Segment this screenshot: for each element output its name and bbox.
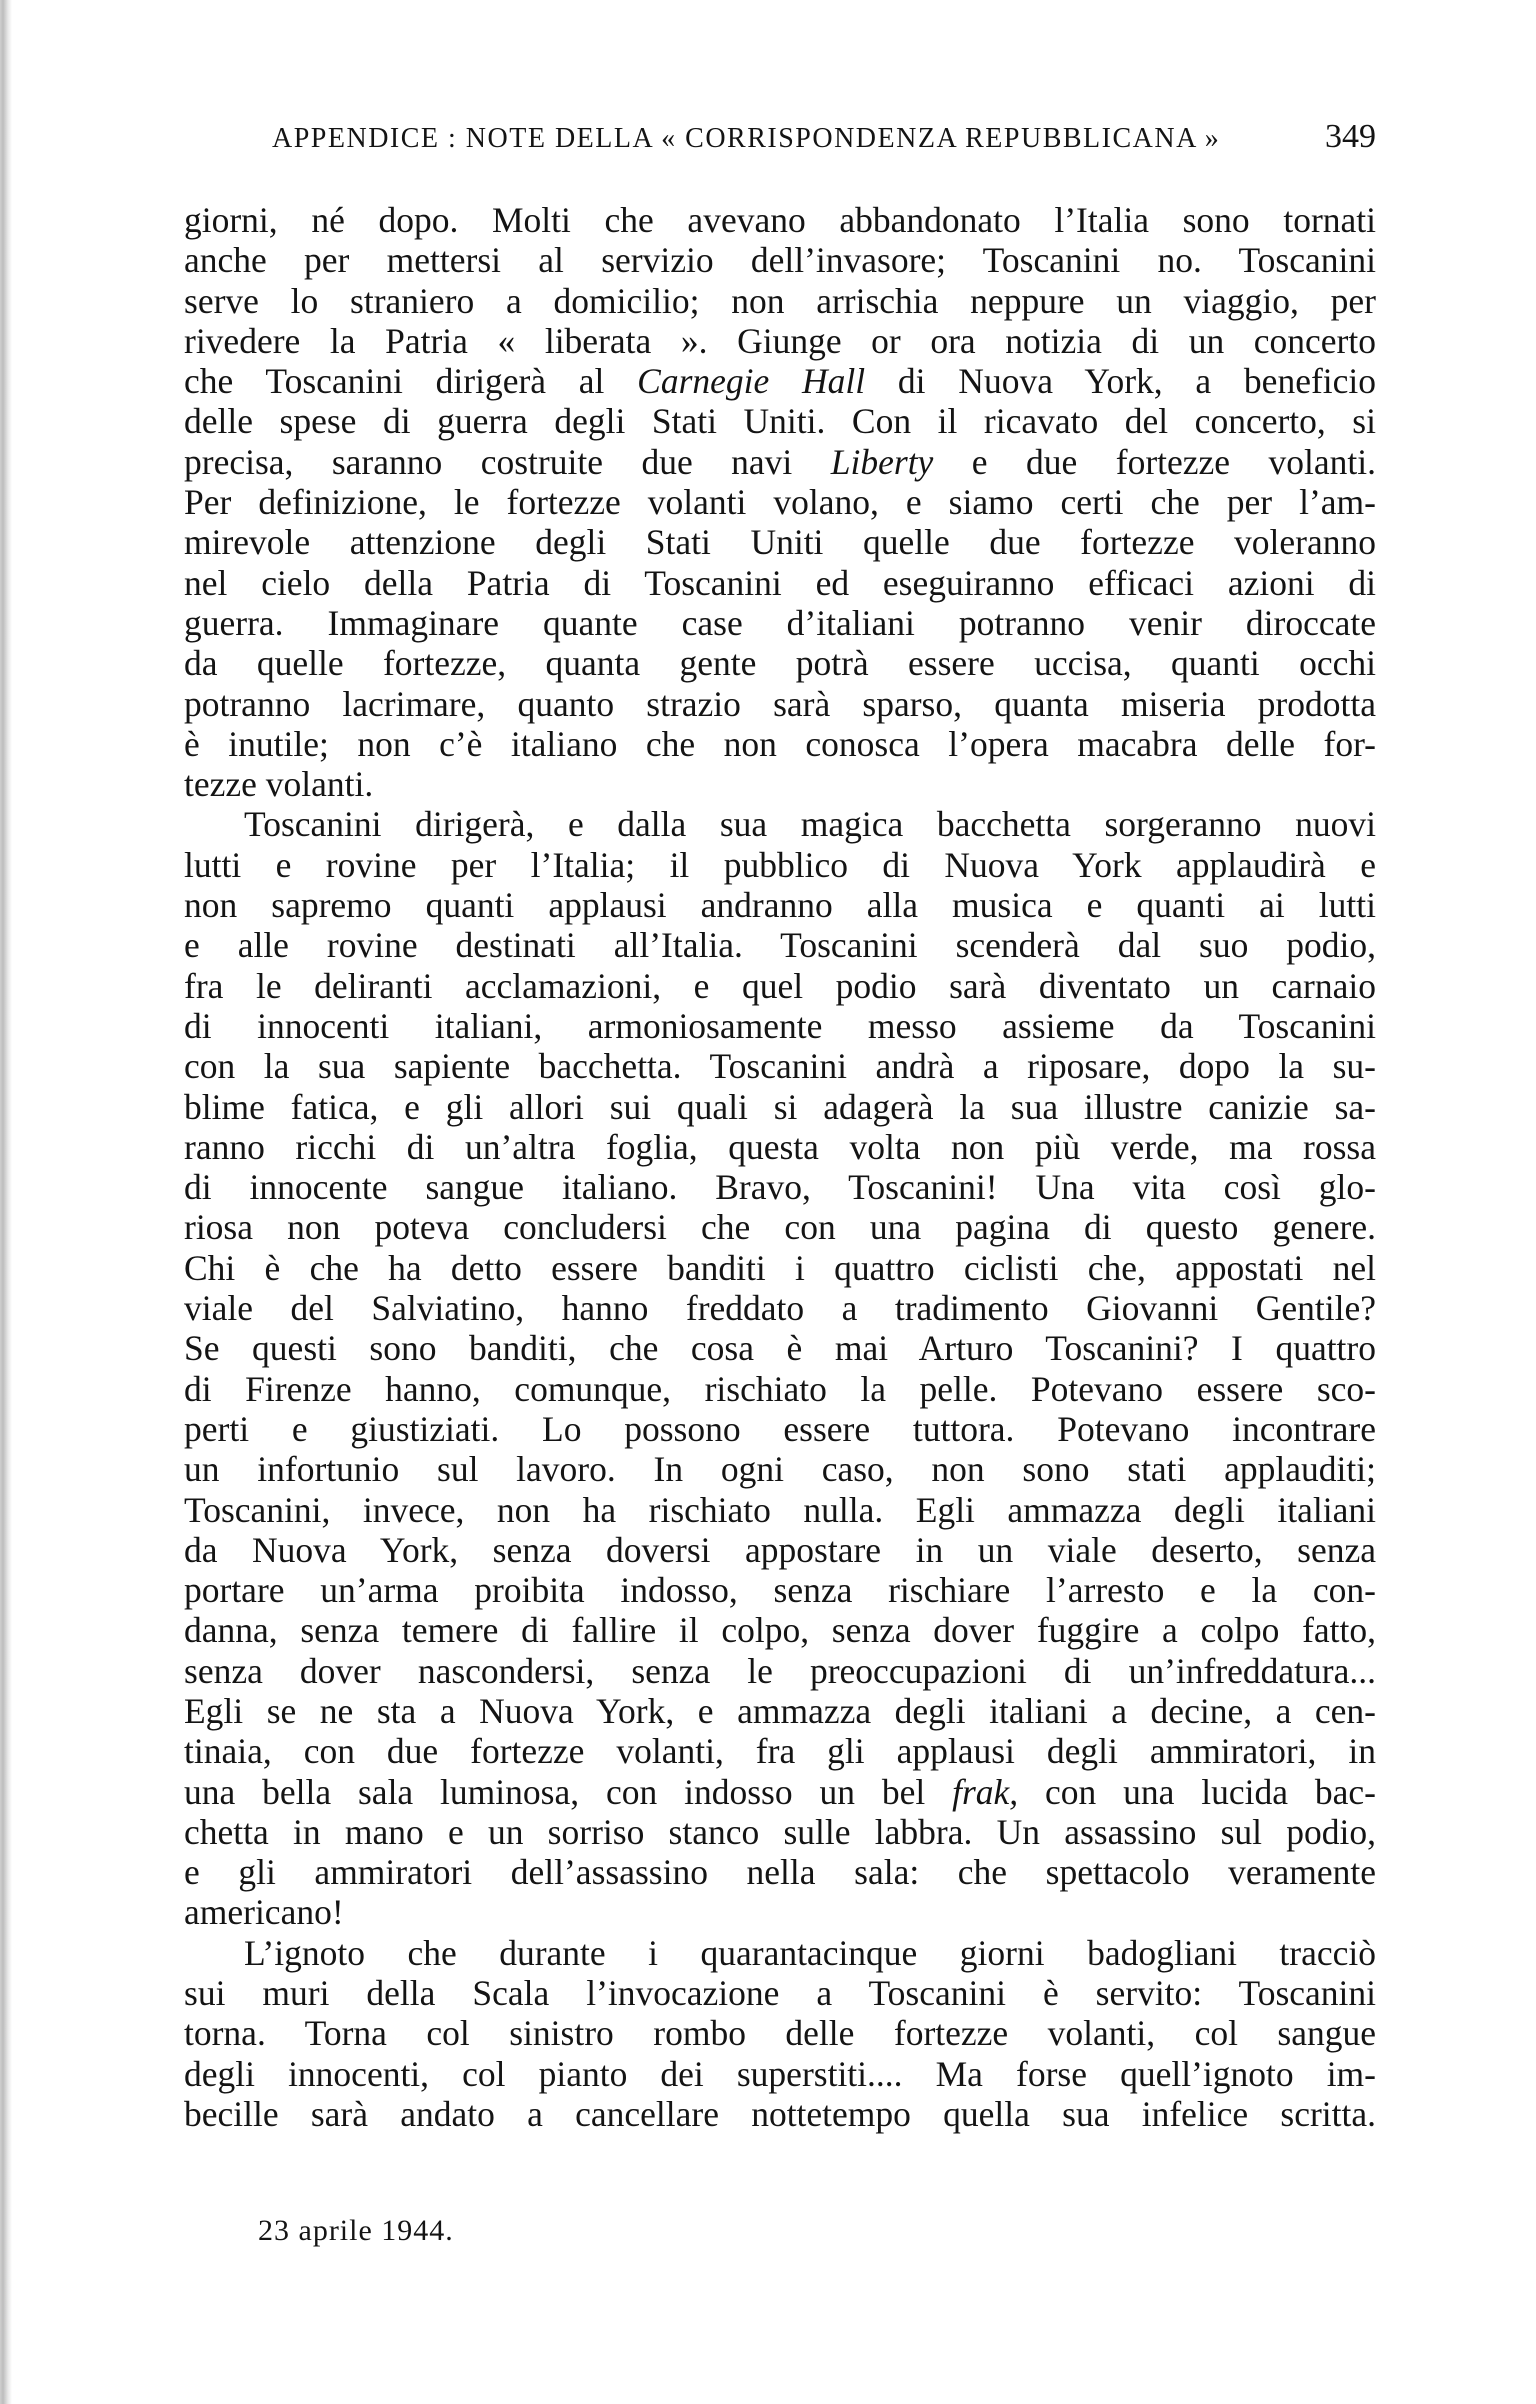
text-line: Egli se ne sta a Nuova York, e ammazza degli italiani a decine, a cen- — [184, 1690, 1376, 1731]
paragraph-3 — [184, 1933, 1376, 2134]
text-line: nel cielo della Patria di Toscanini ed eseguiranno efficaci azioni di — [184, 562, 1376, 603]
page-binding-edge — [0, 0, 12, 2404]
text-line — [184, 1772, 1376, 1812]
text-line: perti e giustiziati. Lo possono essere tuttora. Potevano incontrare — [184, 1408, 1376, 1449]
text-line: fra le deliranti acclamazioni, e quel podio sarà diventato un carnaio — [184, 965, 1376, 1006]
text-line: Toscanini dirigerà, e dalla sua magica bacchetta sorgeranno nuovi — [244, 804, 1376, 845]
text-line: tinaia, con due fortezze volanti, fra gli applausi degli ammiratori, in — [184, 1731, 1376, 1772]
text-line: Toscanini, invece, non ha rischiato nulla. Egli ammazza degli italiani — [184, 1489, 1376, 1530]
running-title: APPENDICE : NOTE DELLA « CORRISPONDENZA REPUBBLICANA » — [272, 123, 1221, 154]
italic-ship-name: Liberty — [830, 441, 934, 482]
text-line: sui muri della Scala l’invocazione a Toscanini è servito: Toscanini — [184, 1973, 1376, 2014]
text-line: delle spese di guerra degli Stati Uniti. Con il ricavato del concerto, si — [184, 401, 1376, 442]
text-line: giorni, né dopo. Molti che avevano abbandonato l’Italia sono tornati — [184, 200, 1376, 240]
text-line: di innocente sangue italiano. Bravo, Toscanini! Una vita così glo- — [184, 1167, 1376, 1208]
text-segment: di Nuova York, a beneficio — [865, 361, 1377, 402]
paragraph-2 — [184, 804, 1376, 1932]
text-line: e alle rovine destinati all’Italia. Toscanini scenderà dal suo podio, — [184, 925, 1376, 966]
italic-frak: frak, — [952, 1771, 1019, 1812]
text-line: Chi è che ha detto essere banditi i quattro ciclisti che, appostati nel — [184, 1247, 1376, 1288]
text-line: becille sarà andato a cancellare nottetempo quella sua infelice scritta. — [184, 2093, 1376, 2134]
dateline: 23 aprile 1944. — [258, 2214, 454, 2248]
text-line: riosa non poteva concludersi che con una pagina di questo genere. — [184, 1207, 1376, 1248]
text-line: rivedere la Patria « liberata ». Giunge or ora notizia di un concerto — [184, 320, 1376, 361]
text-line: non sapremo quanti applausi andranno alla musica e quanti ai lutti — [184, 885, 1376, 926]
text-line: un infortunio sul lavoro. In ogni caso, non sono stati applauditi; — [184, 1449, 1376, 1490]
text-line — [184, 361, 1376, 401]
text-segment: e due fortezze volanti. — [933, 441, 1376, 482]
text-line: viale del Salviatino, hanno freddato a tradimento Giovanni Gentile? — [184, 1288, 1376, 1329]
text-line: portare un’arma proibita indosso, senza rischiare l’arresto e la con- — [184, 1570, 1376, 1611]
text-line: da Nuova York, senza doversi appostare in un viale deserto, senza — [184, 1529, 1376, 1570]
text-line: e gli ammiratori dell’assassino nella sala: che spettacolo veramente — [184, 1852, 1376, 1893]
paragraph-1 — [184, 200, 1376, 804]
text-line: chetta in mano e un sorriso stanco sulle labbra. Un assassino sul podio, — [184, 1811, 1376, 1852]
italic-venue: Carnegie Hall — [637, 361, 866, 402]
text-line: serve lo straniero a domicilio; non arrischia neppure un viaggio, per — [184, 280, 1376, 321]
text-line: potranno lacrimare, quanto strazio sarà sparso, quanta miseria prodotta — [184, 683, 1376, 724]
text-line: Per definizione, le fortezze volanti volano, e siamo certi che per l’am- — [184, 482, 1376, 523]
text-line: torna. Torna col sinistro rombo delle fortezze volanti, col sangue — [184, 2013, 1376, 2054]
text-line: mirevole attenzione degli Stati Uniti quelle due fortezze voleranno — [184, 522, 1376, 563]
text-line: blime fatica, e gli allori sui quali si adagerà la sua illustre canizie sa- — [184, 1086, 1376, 1127]
text-line: guerra. Immaginare quante case d’italiani potranno venir diroccate — [184, 602, 1376, 643]
text-line: L’ignoto che durante i quarantacinque giorni badogliani tracciò — [244, 1932, 1376, 1973]
page-number: 349 — [1325, 118, 1376, 155]
text-line: senza dover nascondersi, senza le preoccupazioni di un’infreddatura... — [184, 1650, 1376, 1691]
text-segment: precisa, saranno costruite due navi — [184, 441, 831, 482]
text-line — [184, 442, 1376, 482]
text-line: anche per mettersi al servizio dell’invasore; Toscanini no. Toscanini — [184, 240, 1376, 281]
text-line: americano! — [184, 1892, 344, 1933]
text-segment: con una lucida bac- — [1018, 1771, 1376, 1812]
text-line: di Firenze hanno, comunque, rischiato la pelle. Potevano essere sco- — [184, 1368, 1376, 1409]
text-line: è inutile; non c’è italiano che non conosca l’opera macabra delle for- — [184, 723, 1376, 764]
running-header — [272, 118, 1376, 168]
text-line: da quelle fortezze, quanta gente potrà essere uccisa, quanti occhi — [184, 643, 1376, 684]
text-line: lutti e rovine per l’Italia; il pubblico di Nuova York applaudirà e — [184, 844, 1376, 885]
text-line: Se questi sono banditi, che cosa è mai Arturo Toscanini? I quattro — [184, 1328, 1376, 1369]
text-line: tezze volanti. — [184, 764, 374, 805]
body-text — [184, 200, 1376, 2134]
text-line: di innocenti italiani, armoniosamente messo assieme da Toscanini — [184, 1005, 1376, 1046]
text-line: danna, senza temere di fallire il colpo, senza dover fuggire a colpo fatto, — [184, 1610, 1376, 1651]
text-segment: che Toscanini dirigerà al — [184, 361, 638, 402]
text-line: con la sua sapiente bacchetta. Toscanini andrà a riposare, dopo la su- — [184, 1046, 1376, 1087]
text-line: ranno ricchi di un’altra foglia, questa volta non più verde, ma rossa — [184, 1126, 1376, 1167]
book-page — [184, 118, 1376, 2248]
text-segment: una bella sala luminosa, con indosso un bel — [184, 1771, 953, 1812]
text-line: degli innocenti, col pianto dei superstiti.... Ma forse quell’ignoto im- — [184, 2053, 1376, 2094]
